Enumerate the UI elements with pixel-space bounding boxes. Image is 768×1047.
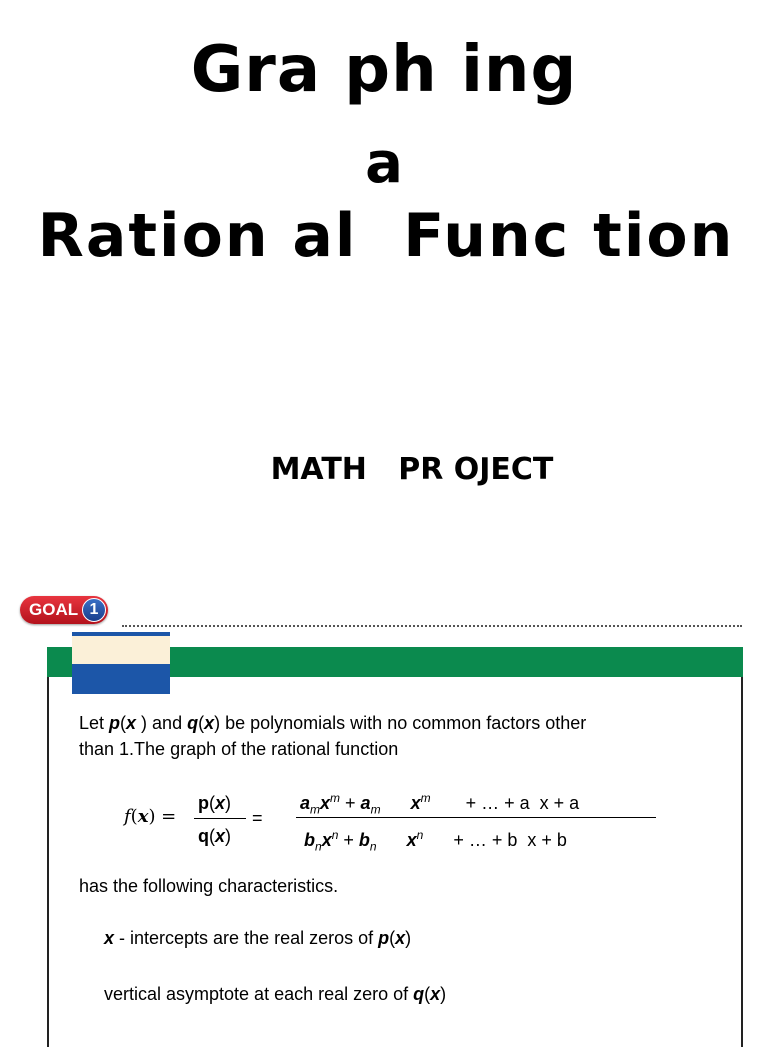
title-line-2: a [365, 131, 403, 196]
formula-num-p: p(x) [198, 793, 232, 813]
formula-lhs: f(x) = [124, 806, 177, 827]
goal-badge [20, 596, 108, 624]
formula-equals: = [252, 808, 263, 828]
goal-label: GOAL [29, 600, 79, 619]
goal-number: 1 [82, 598, 106, 622]
intro-line-1: Let p(x ) and q(x) be polynomials with no common factors other [79, 713, 587, 733]
title-line-3: Ration al Func tion [37, 201, 735, 271]
title-line-1: Gra ph ing [190, 33, 578, 107]
panel-flag-cream [72, 636, 170, 664]
formula-den-q: q(x) [198, 826, 232, 846]
intro-line-2: than 1.The graph of the rational function [79, 739, 399, 759]
subtitle: MATH PR OJECT [270, 452, 554, 487]
dotted-divider [122, 625, 742, 627]
formula-rhs-denominator: $b_nx^n + b_n$ $x^n$ + … + b x + b [304, 828, 567, 854]
formula-frac-line-2 [296, 817, 656, 818]
formula-frac-line-1 [194, 818, 246, 819]
after-formula-text: has the following characteristics. [79, 876, 339, 896]
characteristic-x-intercepts: x - intercepts are the real zeros of p(x) [104, 928, 412, 948]
formula-rhs-numerator: $a_mx^m + a_m$ $x^m$ + … + a x + a [300, 791, 580, 817]
characteristic-vertical-asymptote: vertical asymptote at each real zero of q(x) [104, 984, 447, 1004]
